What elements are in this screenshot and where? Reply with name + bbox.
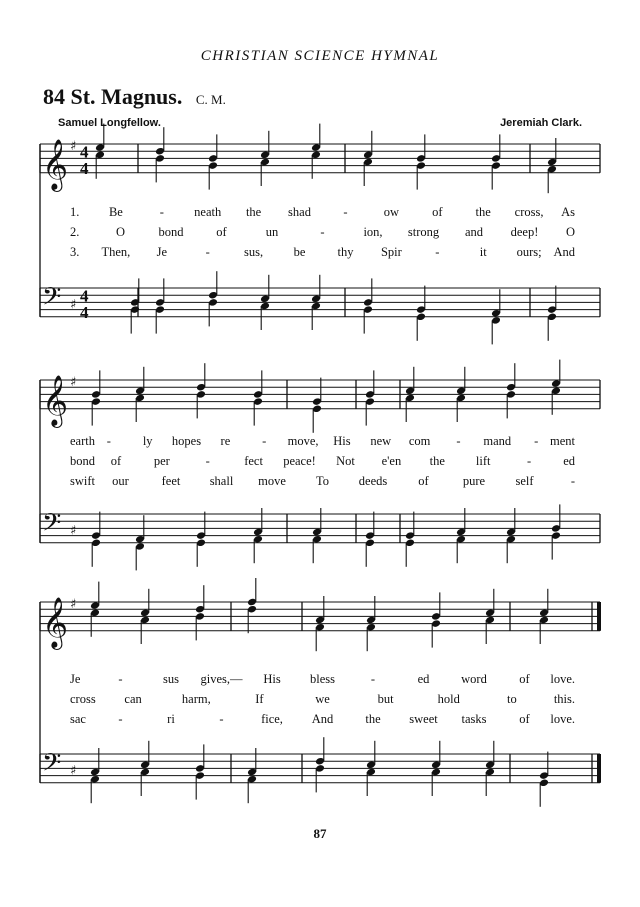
lyric-syllable: ri bbox=[167, 712, 175, 726]
lyric-syllable: word bbox=[461, 672, 487, 686]
lyric-syllable: love. bbox=[550, 712, 575, 726]
lyric-syllable: mand bbox=[483, 434, 512, 448]
lyric-syllable: ours; bbox=[516, 245, 542, 259]
lyric-syllable: per bbox=[153, 454, 170, 468]
lyric-syllable: this. bbox=[553, 692, 575, 706]
lyric-syllable: but bbox=[377, 692, 394, 706]
lyric-syllable: 2. bbox=[70, 225, 80, 239]
page-number: 87 bbox=[313, 826, 327, 841]
lyric-syllable: ly bbox=[142, 434, 153, 448]
lyric-syllable: sus bbox=[163, 672, 179, 686]
lyric-syllable: can bbox=[124, 692, 142, 706]
time-signature-top: 4 bbox=[80, 286, 89, 306]
lyric-syllable: - bbox=[320, 225, 325, 239]
lyric-syllable: bond bbox=[158, 225, 184, 239]
lyric-syllable: - bbox=[118, 672, 123, 686]
lyric-syllable: O bbox=[565, 225, 575, 239]
lyric-syllable: thy bbox=[337, 245, 354, 259]
key-signature-sharp: ♯ bbox=[70, 139, 77, 154]
lyric-syllable: O bbox=[115, 225, 126, 239]
lyric-syllable: ed bbox=[417, 672, 430, 686]
lyric-syllable: Je bbox=[70, 672, 81, 686]
lyric-syllable: be bbox=[293, 245, 306, 259]
bass-clef-icon: 𝄢 bbox=[42, 748, 62, 784]
lyric-syllable: lift bbox=[475, 454, 491, 468]
lyric-syllable: 3. bbox=[70, 245, 80, 259]
lyric-syllable: bond bbox=[70, 454, 95, 468]
key-signature-sharp: ♯ bbox=[70, 297, 77, 313]
lyric-syllable: And bbox=[553, 245, 575, 259]
lyric-syllable: the bbox=[365, 712, 381, 726]
lyric-syllable: the bbox=[475, 205, 491, 219]
tune-name: St. Magnus. bbox=[70, 84, 183, 109]
treble-clef-icon: 𝄞 bbox=[42, 596, 69, 648]
lyric-syllable: 1. bbox=[70, 205, 80, 219]
lyric-syllable: new bbox=[370, 434, 392, 448]
lyric-syllable: shall bbox=[209, 474, 234, 488]
lyric-syllable: - bbox=[118, 712, 123, 726]
lyric-syllable: to bbox=[507, 692, 517, 706]
lyric-syllable: of bbox=[519, 712, 530, 726]
lyric-syllable: fice, bbox=[261, 712, 283, 726]
lyric-syllable: ment bbox=[550, 434, 575, 448]
lyric-syllable: of bbox=[110, 454, 122, 468]
lyric-syllable: - bbox=[205, 245, 210, 259]
lyric-syllable: sac bbox=[70, 712, 86, 726]
lyric-syllable: - bbox=[435, 245, 440, 259]
lyric-syllable: - bbox=[219, 712, 224, 726]
treble-clef-icon: 𝄞 bbox=[42, 374, 69, 426]
lyric-syllable: gives,— bbox=[200, 672, 243, 686]
lyric-syllable: - bbox=[527, 454, 532, 468]
lyric-syllable: ion, bbox=[363, 225, 383, 239]
lyric-syllable: our bbox=[112, 474, 129, 488]
lyric-syllable: the bbox=[429, 454, 445, 468]
lyric-syllable: hopes bbox=[171, 434, 202, 448]
lyric-syllable: deeds bbox=[358, 474, 388, 488]
lyric-syllable: the bbox=[245, 205, 262, 219]
lyric-syllable: un bbox=[265, 225, 279, 239]
bass-clef-icon: 𝄢 bbox=[42, 508, 62, 544]
lyric-syllable: ed bbox=[563, 454, 575, 468]
lyric-syllable: Not bbox=[336, 454, 355, 468]
lyric-syllable: To bbox=[315, 474, 330, 488]
lyric-syllable: bless bbox=[310, 672, 335, 686]
lyric-line bbox=[70, 672, 575, 686]
lyric-syllable: e'en bbox=[381, 454, 402, 468]
lyric-syllable: shad bbox=[288, 205, 311, 219]
lyric-syllable: - bbox=[534, 434, 539, 448]
lyric-syllable: and bbox=[464, 225, 484, 239]
lyric-syllable: Be bbox=[108, 205, 123, 219]
lyric-syllable: - bbox=[205, 454, 210, 468]
meter: C. M. bbox=[195, 92, 226, 107]
lyric-line bbox=[70, 474, 575, 488]
time-signature-bottom: 4 bbox=[80, 302, 89, 322]
lyric-syllable: love. bbox=[550, 672, 575, 686]
lyric-syllable: hold bbox=[437, 692, 460, 706]
music-credit: Jeremiah Clark. bbox=[500, 117, 582, 129]
lyric-syllable: neath bbox=[194, 205, 222, 219]
lyric-syllable: As bbox=[561, 205, 575, 219]
lyric-syllable: - bbox=[262, 434, 267, 448]
lyric-syllable: peace! bbox=[283, 454, 316, 468]
lyric-syllable: feet bbox=[161, 474, 181, 488]
lyric-syllable: self bbox=[515, 474, 534, 488]
lyric-syllable: of bbox=[519, 672, 530, 686]
lyric-syllable: harm, bbox=[181, 692, 211, 706]
lyric-syllable: cross bbox=[70, 692, 96, 706]
lyric-syllable: move, bbox=[287, 434, 319, 448]
time-signature-bottom: 4 bbox=[80, 158, 89, 178]
lyric-syllable: - bbox=[343, 205, 348, 219]
lyric-syllable: His bbox=[333, 434, 351, 448]
lyric-syllable: strong bbox=[407, 225, 440, 239]
lyric-syllable: sweet bbox=[409, 712, 438, 726]
lyric-syllable: - bbox=[370, 672, 376, 686]
lyric-syllable: Spir bbox=[380, 245, 402, 259]
lyric-line bbox=[70, 692, 575, 706]
lyric-syllable: ow bbox=[383, 205, 400, 219]
lyric-syllable: - bbox=[159, 205, 164, 219]
lyric-syllable: of bbox=[418, 474, 429, 488]
key-signature-sharp: ♯ bbox=[70, 763, 77, 779]
lyric-syllable: fect bbox=[244, 454, 263, 468]
lyric-line bbox=[70, 225, 575, 239]
lyric-syllable: re bbox=[220, 434, 231, 448]
lyric-line bbox=[70, 434, 576, 448]
lyric-syllable: we bbox=[315, 692, 330, 706]
lyric-syllable: deep! bbox=[510, 225, 539, 239]
treble-clef-icon: 𝄞 bbox=[42, 138, 69, 190]
time-signature-top: 4 bbox=[80, 142, 89, 162]
words-credit: Samuel Longfellow. bbox=[58, 117, 161, 129]
lyric-syllable: cross, bbox=[514, 205, 544, 219]
hymn-number: 84 bbox=[43, 84, 65, 109]
lyric-syllable: move bbox=[258, 474, 286, 488]
lyric-syllable: Then, bbox=[101, 245, 131, 259]
lyric-syllable: - bbox=[570, 474, 575, 488]
key-signature-sharp: ♯ bbox=[70, 375, 77, 390]
running-title: CHRISTIAN SCIENCE HYMNAL bbox=[200, 48, 440, 64]
lyric-syllable: pure bbox=[462, 474, 486, 488]
lyric-syllable: com bbox=[408, 434, 431, 448]
lyric-syllable: His bbox=[263, 672, 281, 686]
key-signature-sharp: ♯ bbox=[70, 523, 77, 539]
lyric-syllable: tasks bbox=[461, 712, 487, 726]
lyric-syllable: And bbox=[311, 712, 334, 726]
lyric-syllable: of bbox=[216, 225, 227, 239]
lyric-syllable: swift bbox=[70, 474, 95, 488]
lyric-syllable: of bbox=[432, 205, 443, 219]
lyric-line bbox=[70, 205, 575, 219]
lyric-syllable: - bbox=[456, 434, 461, 448]
lyric-syllable: If bbox=[255, 692, 264, 706]
lyric-syllable: Je bbox=[156, 245, 168, 259]
key-signature-sharp: ♯ bbox=[70, 597, 77, 612]
lyric-line bbox=[70, 712, 575, 726]
lyric-syllable: - bbox=[106, 434, 111, 448]
lyric-syllable: earth bbox=[70, 434, 95, 448]
lyric-syllable: sus, bbox=[244, 245, 264, 259]
lyric-syllable: it bbox=[479, 245, 487, 259]
bass-clef-icon: 𝄢 bbox=[42, 282, 62, 318]
lyric-line bbox=[70, 454, 576, 468]
lyric-line bbox=[70, 245, 576, 259]
